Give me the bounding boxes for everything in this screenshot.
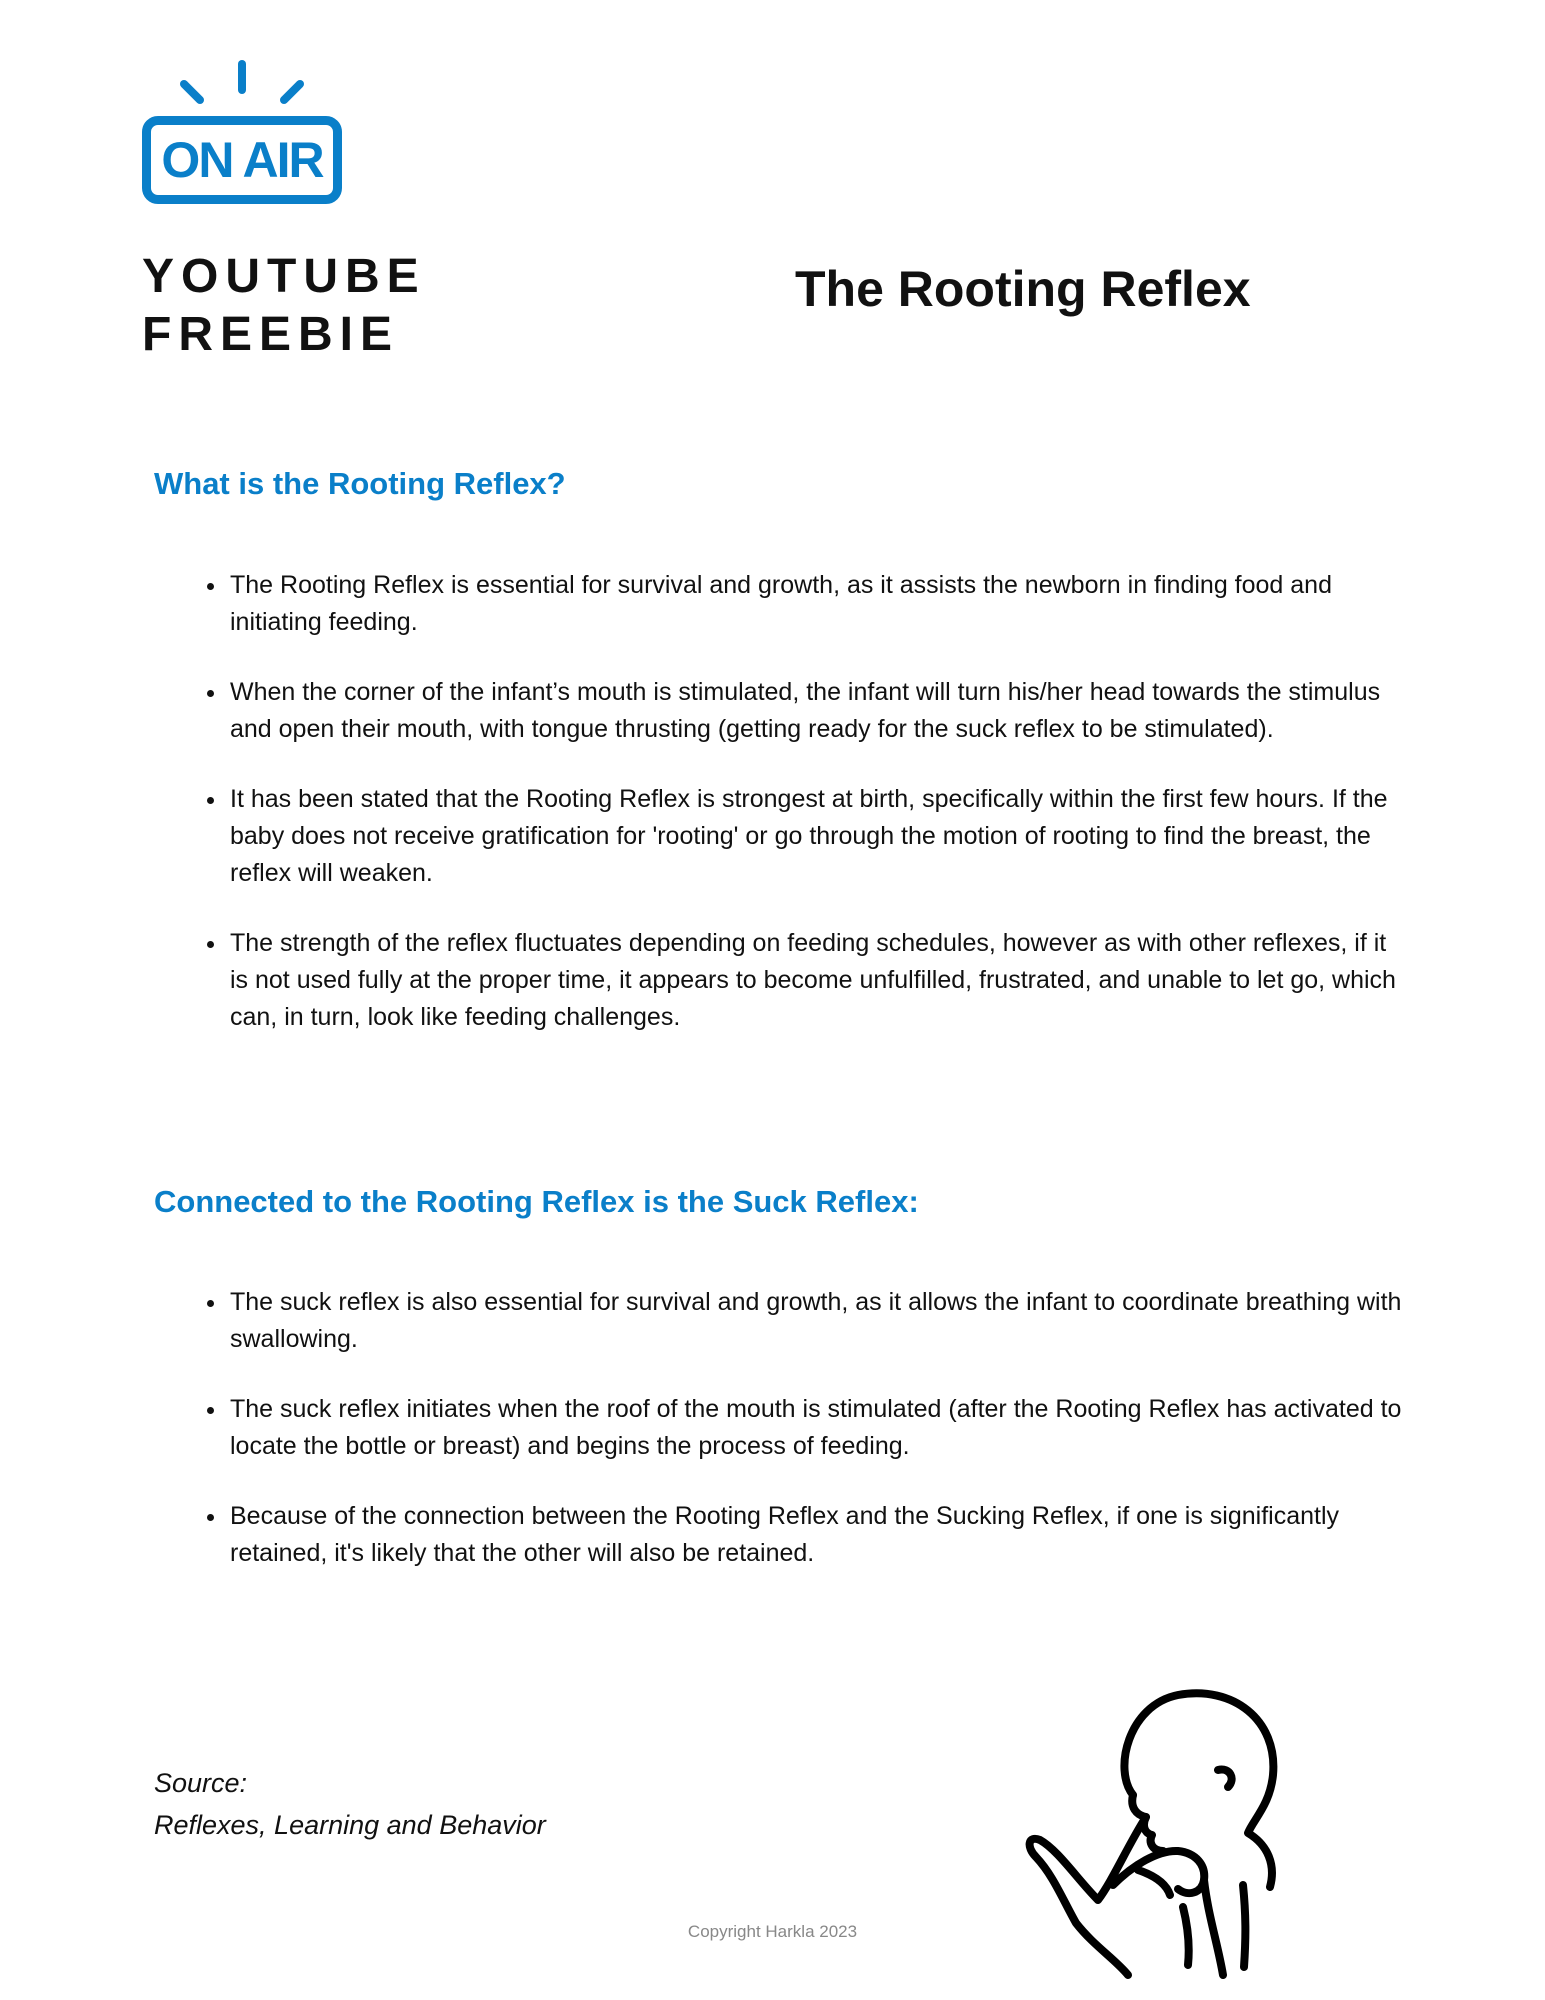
copyright-notice: Copyright Harkla 2023 bbox=[687, 1922, 858, 1941]
list-item: • The suck reflex initiates when the roof of the mouth is stimulated (after the Rooting Reflex has activated to locate the bottle or breast) and begins the process of feeding. bbox=[228, 1391, 1408, 1465]
rooting-reflex-list bbox=[202, 567, 1408, 1069]
on-air-logo bbox=[138, 58, 358, 218]
list-item: • Because of the connection between the Rooting Reflex and the Sucking Reflex, if one is significantly retained, it's likely that the other will also be retained. bbox=[228, 1498, 1408, 1572]
on-air-text: ON AIR bbox=[161, 132, 323, 188]
suck-reflex-list bbox=[202, 1284, 1408, 1605]
brand-line-2: FREEBIE bbox=[142, 308, 400, 361]
list-item: • When the corner of the infant’s mouth is stimulated, the infant will turn his/her head towards the stimulus and open their mouth, with tongue thrusting (getting ready for the suck reflex to be stimulated). bbox=[228, 674, 1408, 748]
baby-touching-cheek-icon bbox=[1018, 1675, 1348, 2000]
list-item: • The Rooting Reflex is essential for survival and growth, as it assists the newborn in finding food and initiating feeding. bbox=[228, 567, 1408, 641]
on-air-sign-icon bbox=[142, 116, 342, 204]
page-title: The Rooting Reflex bbox=[795, 261, 1251, 317]
source-citation bbox=[154, 1762, 546, 1846]
brand-line-1: YOUTUBE bbox=[142, 250, 426, 303]
broadcast-rays-icon bbox=[138, 58, 358, 118]
source-reference: Reflexes, Learning and Behavior bbox=[154, 1810, 546, 1840]
section-heading-what-is: What is the Rooting Reflex? bbox=[154, 466, 566, 501]
section-heading-suck-reflex: Connected to the Rooting Reflex is the Suck Reflex: bbox=[154, 1184, 919, 1219]
list-item: • It has been stated that the Rooting Reflex is strongest at birth, specifically within the first few hours. If the baby does not receive gratification for 'rooting' or go through the motion of rooting to find the breast, the reflex will weaken. bbox=[228, 781, 1408, 892]
brand-label bbox=[142, 248, 426, 364]
list-item: • The strength of the reflex fluctuates depending on feeding schedules, however as with other reflexes, if it is not used fully at the proper time, it appears to become unfulfilled, frustrated, and unable to let go, which can, in turn, look like feeding challenges. bbox=[228, 925, 1408, 1036]
source-label: Source: bbox=[154, 1768, 248, 1798]
list-item: • The suck reflex is also essential for survival and growth, as it allows the infant to coordinate breathing with swallowing. bbox=[228, 1284, 1408, 1358]
